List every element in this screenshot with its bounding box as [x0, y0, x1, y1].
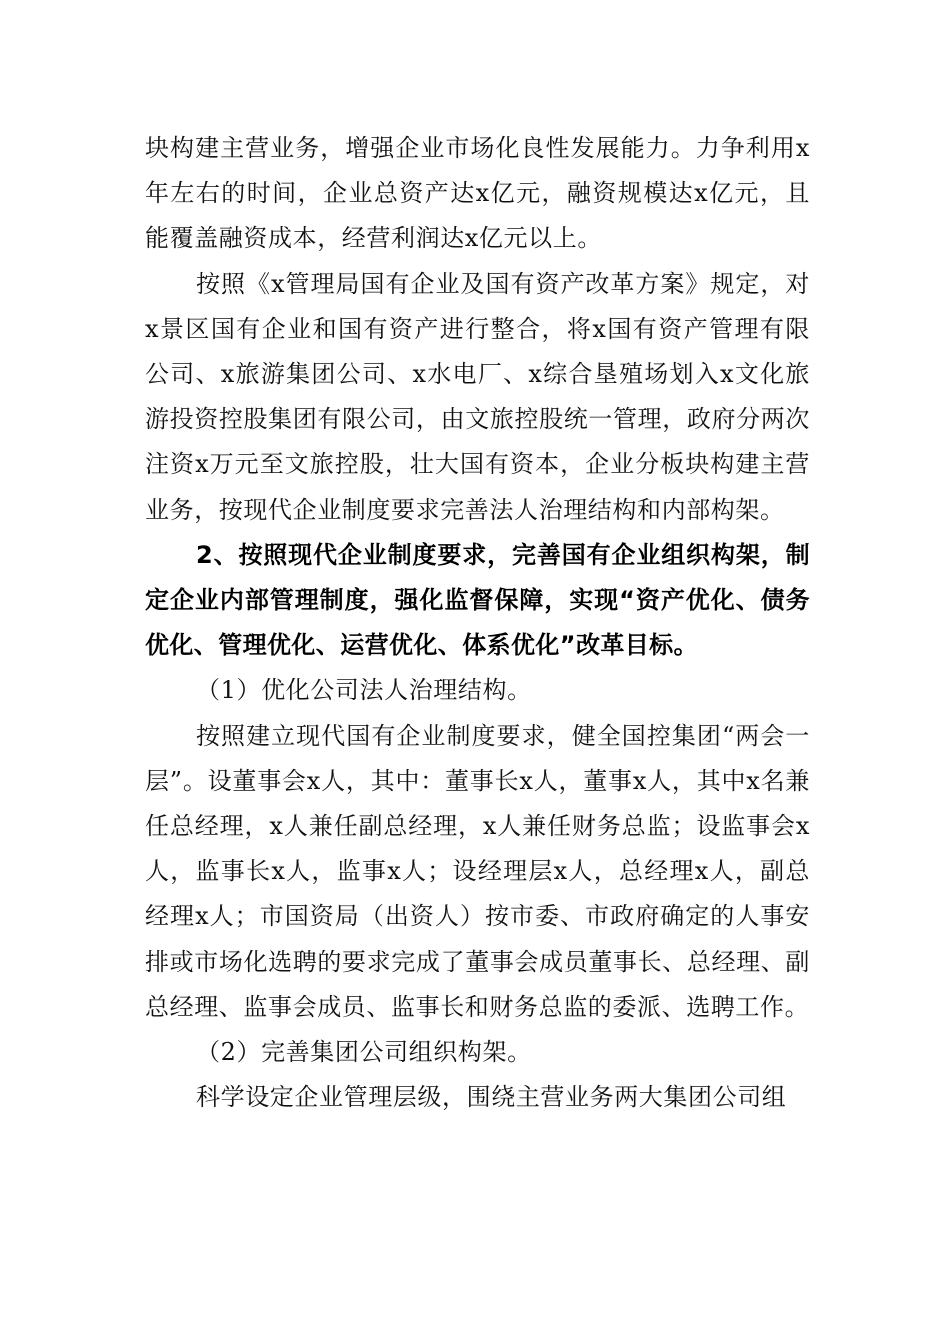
paragraph-governance: 按照建立现代国有企业制度要求，健全国控集团“两会一层”。设董事会x人，其中：董事长x人，董事x人，其中x名兼任总经理，x人兼任副总经理，x人兼任财务总监；设监事会x人，监事长x人，监事x人；设经理层x人，总经理x人，副总经理x人；市国资局（出资人）按市委、市政府确定的人事安排或市场化选聘的要求完成了董事会成员董事长、总经理、副总经理、监事会成员、监事长和财务总监的委派、选聘工作。 [145, 721, 810, 1021]
section-heading-2: 2、按照现代企业制度要求，完善国有企业组织构架，制定企业内部管理制度，强化监督保障，实现“资产优化、债务优化、管理优化、运营优化、体系优化”改革目标。 [145, 540, 810, 660]
document-body [145, 126, 810, 1120]
subheading-2: （2）完善集团公司组织构架。 [196, 1038, 532, 1067]
paragraph-reform-plan: 按照《x管理局国有企业及国有资产改革方案》规定，对x景区国有企业和国有资产进行整合，将x国有资产管理有限公司、x旅游集团公司、x水电厂、x综合垦殖场划入x文化旅游投资控股集团有限公司，由文旅控股统一管理，政府分两次注资x万元至文旅控股，壮大国有资本，企业分板块构建主营业务，按现代企业制度要求完善法人治理结构和内部构架。 [145, 269, 810, 524]
paragraph-continuation: 块构建主营业务，增强企业市场化良性发展能力。力争利用x年左右的时间，企业总资产达x亿元，融资规模达x亿元，且能覆盖融资成本，经营利润达x亿元以上。 [145, 134, 810, 253]
paragraph-structure: 科学设定企业管理层级，围绕主营业务两大集团公司组 [196, 1083, 787, 1112]
subheading-1: （1）优化公司法人治理结构。 [196, 676, 532, 705]
